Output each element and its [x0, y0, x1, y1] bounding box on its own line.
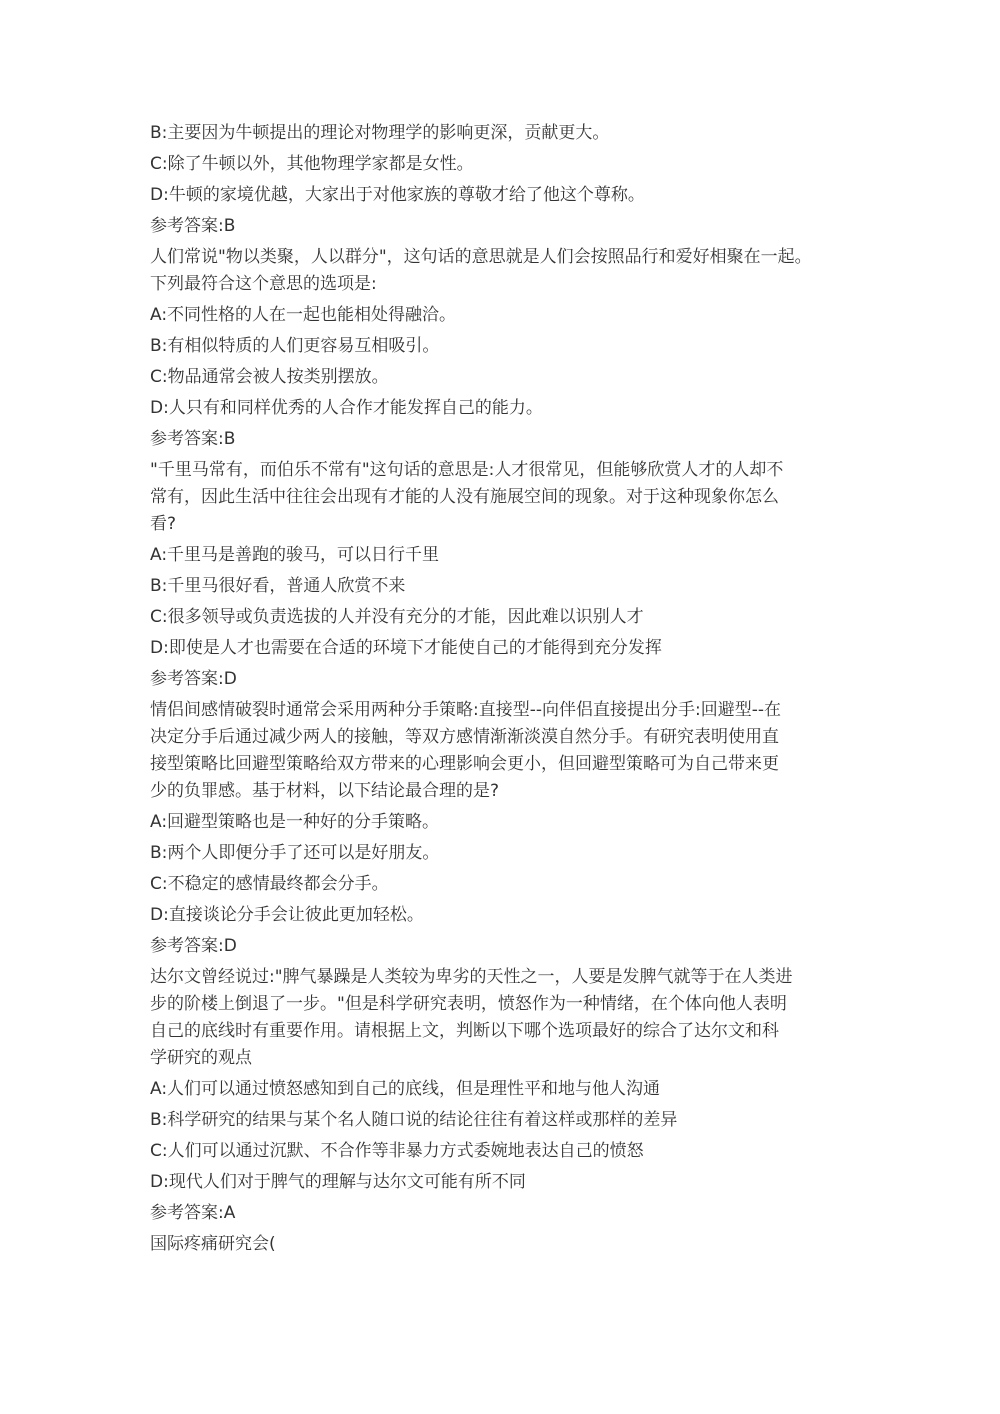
option-b: B:主要因为牛顿提出的理论对物理学的影响更深，贡献更大。 — [150, 123, 610, 143]
option-d: D:直接谈论分手会让彼此更加轻松。 — [150, 905, 424, 925]
stem-line: 下列最符合这个意思的选项是: — [150, 274, 377, 294]
answer-line: 参考答案:D — [150, 669, 237, 689]
option-a: A:人们可以通过愤怒感知到自己的底线，但是理性平和地与他人沟通 — [150, 1079, 661, 1099]
stem-line: 自己的底线时有重要作用。请根据上文，判断以下哪个选项最好的综合了达尔文和科 — [150, 1021, 779, 1041]
option-c: C:除了牛顿以外，其他物理学家都是女性。 — [150, 154, 474, 174]
stem-line: 步的阶楼上倒退了一步。"但是科学研究表明，愤怒作为一种情绪，在个体向他人表明 — [150, 994, 787, 1014]
option-c: C:人们可以通过沉默、不合作等非暴力方式委婉地表达自己的愤怒 — [150, 1141, 644, 1161]
option-a: A:不同性格的人在一起也能相处得融洽。 — [150, 305, 457, 325]
stem-line: 少的负罪感。基于材料，以下结论最合理的是? — [150, 781, 500, 801]
option-a: A:回避型策略也是一种好的分手策略。 — [150, 812, 440, 832]
stem-line: 达尔文曾经说过:"脾气暴躁是人类较为卑劣的天性之一，人要是发脾气就等于在人类进 — [150, 967, 793, 987]
option-d: D:即使是人才也需要在合适的环境下才能使自己的才能得到充分发挥 — [150, 638, 662, 658]
option-d: D:牛顿的家境优越，大家出于对他家族的尊敬才给了他这个尊称。 — [150, 185, 645, 205]
question-stem — [150, 244, 870, 298]
option-c: C:物品通常会被人按类别摆放。 — [150, 367, 389, 387]
option-d: D:现代人们对于脾气的理解与达尔文可能有所不同 — [150, 1172, 526, 1192]
stem-line: 人们常说"物以类聚，人以群分"，这句话的意思就是人们会按照品行和爱好相聚在一起。 — [150, 247, 812, 267]
option-a: A:千里马是善跑的骏马，可以日行千里 — [150, 545, 440, 565]
answer-line: 参考答案:A — [150, 1203, 236, 1223]
question-stem — [150, 964, 870, 1072]
question-stem — [150, 457, 870, 538]
document-page — [150, 120, 870, 1262]
stem-line: 看? — [150, 514, 177, 534]
stem-line: "千里马常有，而伯乐不常有"这句话的意思是:人才很常见，但能够欣赏人才的人却不 — [150, 460, 784, 480]
stem-line: 学研究的观点 — [150, 1048, 252, 1068]
option-b: B:科学研究的结果与某个名人随口说的结论往往有着这样或那样的差异 — [150, 1110, 678, 1130]
stem-line: 国际疼痛研究会( — [150, 1234, 276, 1254]
option-b: B:千里马很好看，普通人欣赏不来 — [150, 576, 406, 596]
option-c: C:很多领导或负责选拔的人并没有充分的才能，因此难以识别人才 — [150, 607, 644, 627]
stem-line: 接型策略比回避型策略给双方带来的心理影响会更小，但回避型策略可为自己带来更 — [150, 754, 779, 774]
option-b: B:两个人即便分手了还可以是好朋友。 — [150, 843, 440, 863]
option-b: B:有相似特质的人们更容易互相吸引。 — [150, 336, 440, 356]
stem-line: 决定分手后通过减少两人的接触，等双方感情渐渐淡漠自然分手。有研究表明使用直 — [150, 727, 779, 747]
answer-line: 参考答案:B — [150, 429, 236, 449]
answer-line: 参考答案:D — [150, 936, 237, 956]
answer-line: 参考答案:B — [150, 216, 236, 236]
option-d: D:人只有和同样优秀的人合作才能发挥自己的能力。 — [150, 398, 543, 418]
stem-line: 情侣间感情破裂时通常会采用两种分手策略:直接型--向伴侣直接提出分手:回避型--在 — [150, 700, 781, 720]
stem-line: 常有，因此生活中往往会出现有才能的人没有施展空间的现象。对于这种现象你怎么 — [150, 487, 779, 507]
option-c: C:不稳定的感情最终都会分手。 — [150, 874, 389, 894]
question-stem — [150, 1231, 870, 1258]
question-stem — [150, 697, 870, 805]
